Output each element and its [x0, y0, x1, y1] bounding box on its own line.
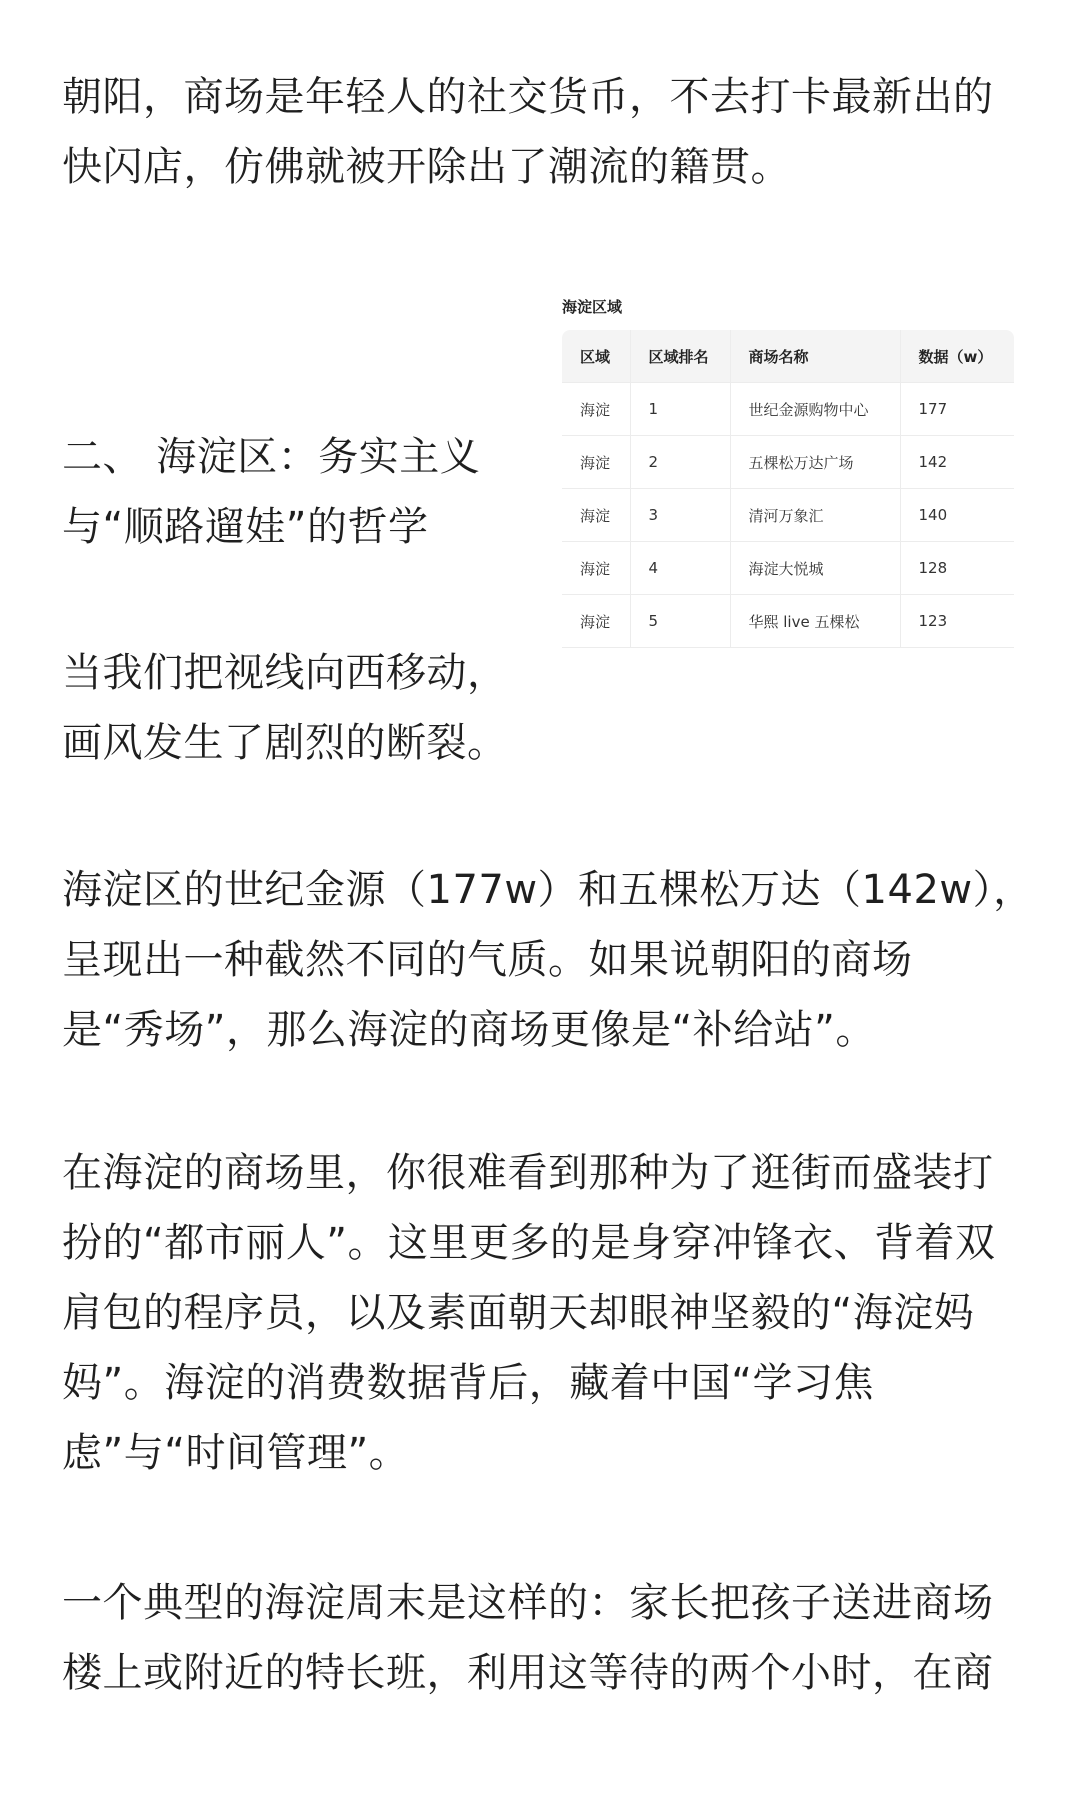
table-row [562, 542, 1014, 595]
column-header-data: 数据（w） [900, 330, 1014, 383]
intro-paragraph [62, 62, 994, 202]
cell-mall-name: 海淀大悦城 [730, 542, 900, 595]
table-container [562, 330, 1014, 672]
table-row [562, 489, 1014, 542]
paragraph-people [62, 1138, 995, 1488]
column-header-region: 区域 [562, 330, 630, 383]
cell-data: 128 [900, 542, 1014, 595]
section-heading [62, 422, 480, 562]
cell-rank: 1 [630, 383, 730, 436]
cell-rank: 2 [630, 436, 730, 489]
cell-mall-name: 世纪金源购物中心 [730, 383, 900, 436]
paragraph-weekend [62, 1568, 994, 1708]
paragraph-west [62, 638, 508, 778]
text-line: 妈”。海淀的消费数据背后，藏着中国“学习焦 [62, 1360, 874, 1406]
text-line: 扮的“都市丽人”。这里更多的是身穿冲锋衣、背着双 [62, 1220, 996, 1266]
cell-mall-name: 华熙 live 五棵松 [730, 595, 900, 648]
text-line: 快闪店，仿佛就被开除出了潮流的籍贯。 [62, 144, 791, 190]
cell-data: 140 [900, 489, 1014, 542]
table-row [562, 383, 1014, 436]
text-line: 楼上或附近的特长班，利用这等待的两个小时，在商 [62, 1650, 994, 1696]
heading-line: 二、 海淀区：务实主义 [62, 434, 481, 480]
text-line: 当我们把视线向西移动， [62, 650, 508, 696]
column-header-mall-name: 商场名称 [730, 330, 900, 383]
table-header-row [562, 330, 1014, 383]
text-line: 海淀区的世纪金源（177w）和五棵松万达（142w）， [62, 867, 1034, 913]
table-row [562, 436, 1014, 489]
text-line: 虑”与“时间管理”。 [62, 1430, 410, 1476]
mall-ranking-table [562, 330, 1014, 648]
text-line: 呈现出一种截然不同的气质。如果说朝阳的商场 [62, 937, 913, 983]
column-header-rank: 区域排名 [630, 330, 730, 383]
cell-rank: 5 [630, 595, 730, 648]
text-line: 肩包的程序员，以及素面朝天却眼神坚毅的“海淀妈 [62, 1290, 975, 1336]
heading-line: 与“顺路遛娃”的哲学 [62, 504, 429, 550]
table-row [562, 595, 1014, 648]
cell-region: 海淀 [562, 542, 630, 595]
cell-rank: 4 [630, 542, 730, 595]
cell-region: 海淀 [562, 436, 630, 489]
mall-ranking-table-figure [562, 296, 1014, 672]
paragraph-two-malls [62, 855, 1034, 1065]
cell-mall-name: 五棵松万达广场 [730, 436, 900, 489]
text-line: 是“秀场”，那么海淀的商场更像是“补给站”。 [62, 1007, 876, 1053]
text-line: 朝阳，商场是年轻人的社交货币，不去打卡最新出的 [62, 74, 994, 120]
text-line: 在海淀的商场里，你很难看到那种为了逛街而盛装打 [62, 1150, 994, 1196]
cell-data: 142 [900, 436, 1014, 489]
cell-region: 海淀 [562, 489, 630, 542]
cell-region: 海淀 [562, 595, 630, 648]
table-title: 海淀区域 [562, 298, 623, 316]
cell-mall-name: 清河万象汇 [730, 489, 900, 542]
cell-region: 海淀 [562, 383, 630, 436]
text-line: 画风发生了剧烈的断裂。 [62, 720, 508, 766]
cell-data: 177 [900, 383, 1014, 436]
cell-rank: 3 [630, 489, 730, 542]
cell-data: 123 [900, 595, 1014, 648]
text-line: 一个典型的海淀周末是这样的：家长把孩子送进商场 [62, 1580, 994, 1626]
